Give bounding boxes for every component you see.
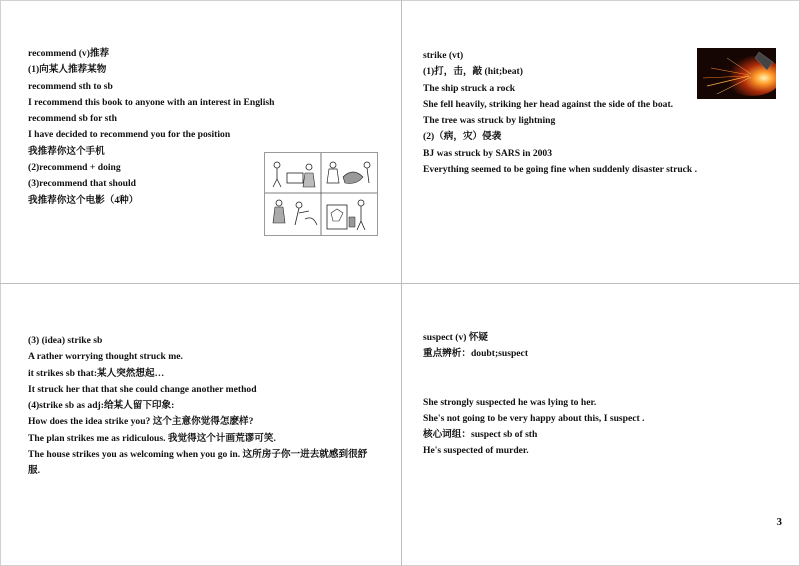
text-line: strike (vt) — [423, 50, 464, 61]
text-line: I have decided to recommend you for the position — [28, 129, 231, 141]
text-line: I recommend this book to anyone with an interest in English — [28, 96, 275, 108]
text-line: 我推荐你这个电影（4种） — [28, 194, 139, 206]
panel-suspect — [423, 330, 783, 460]
spacer — [423, 363, 783, 395]
text-line: (1)打，击，敲 (hit;beat) — [423, 66, 523, 78]
text-line: (3) (idea) strike sb — [28, 335, 103, 346]
text-line: (2)（病，灾）侵袭 — [423, 131, 502, 143]
text-line: recommend (v)推荐 — [28, 48, 110, 59]
panel-strike-continued — [28, 333, 388, 480]
text-line: The house strikes you as welcoming when you go in. 这所房子你一进去就感到很舒服. — [28, 449, 368, 477]
text-line: 重点辨析：doubt;suspect — [423, 348, 529, 360]
text-line: 我推荐你这个手机 — [28, 145, 105, 157]
text-line: The plan strikes me as ridiculous. 我觉得这个计画荒谬可笑. — [28, 432, 276, 444]
text-line: A rather worrying thought struck me. — [28, 351, 183, 363]
horizontal-divider — [0, 283, 800, 284]
text-line: It struck her that that she could change another method — [28, 383, 257, 395]
text-line: BJ was struck by SARS in 2003 — [423, 147, 553, 159]
text-line: He's suspected of murder. — [423, 445, 529, 457]
spark-image — [697, 48, 776, 99]
text-line: (1)向某人推荐某物 — [28, 64, 107, 76]
text-line: She fell heavily, striking her head against the side of the boat. — [423, 98, 674, 110]
text-line: 核心词组：suspect sb of sth — [423, 429, 538, 441]
text-line: She strongly suspected he was lying to her. — [423, 396, 597, 408]
text-line: (3)recommend that should — [28, 178, 137, 190]
text-line: (4)strike sb as adj:给某人留下印象: — [28, 400, 175, 412]
text-line: recommend sb for sth — [28, 113, 117, 125]
text-line: (2)recommend + doing — [28, 162, 121, 174]
text-line: it strikes sb that:某人突然想起… — [28, 367, 165, 379]
text-line: She's not going to be very happy about this, I suspect . — [423, 412, 645, 424]
cartoon-illustration — [264, 152, 378, 236]
text-line: recommend sth to sb — [28, 80, 113, 92]
text-line: Everything seemed to be going fine when suddenly disaster struck . — [423, 164, 698, 176]
page-number: 3 — [776, 516, 782, 528]
text-line: The ship struck a rock — [423, 82, 516, 94]
text-line: suspect (v) 怀疑 — [423, 332, 489, 343]
text-line: How does the idea strike you? 这个主意你觉得怎麽样? — [28, 416, 254, 428]
text-line: The tree was struck by lightning — [423, 115, 556, 127]
